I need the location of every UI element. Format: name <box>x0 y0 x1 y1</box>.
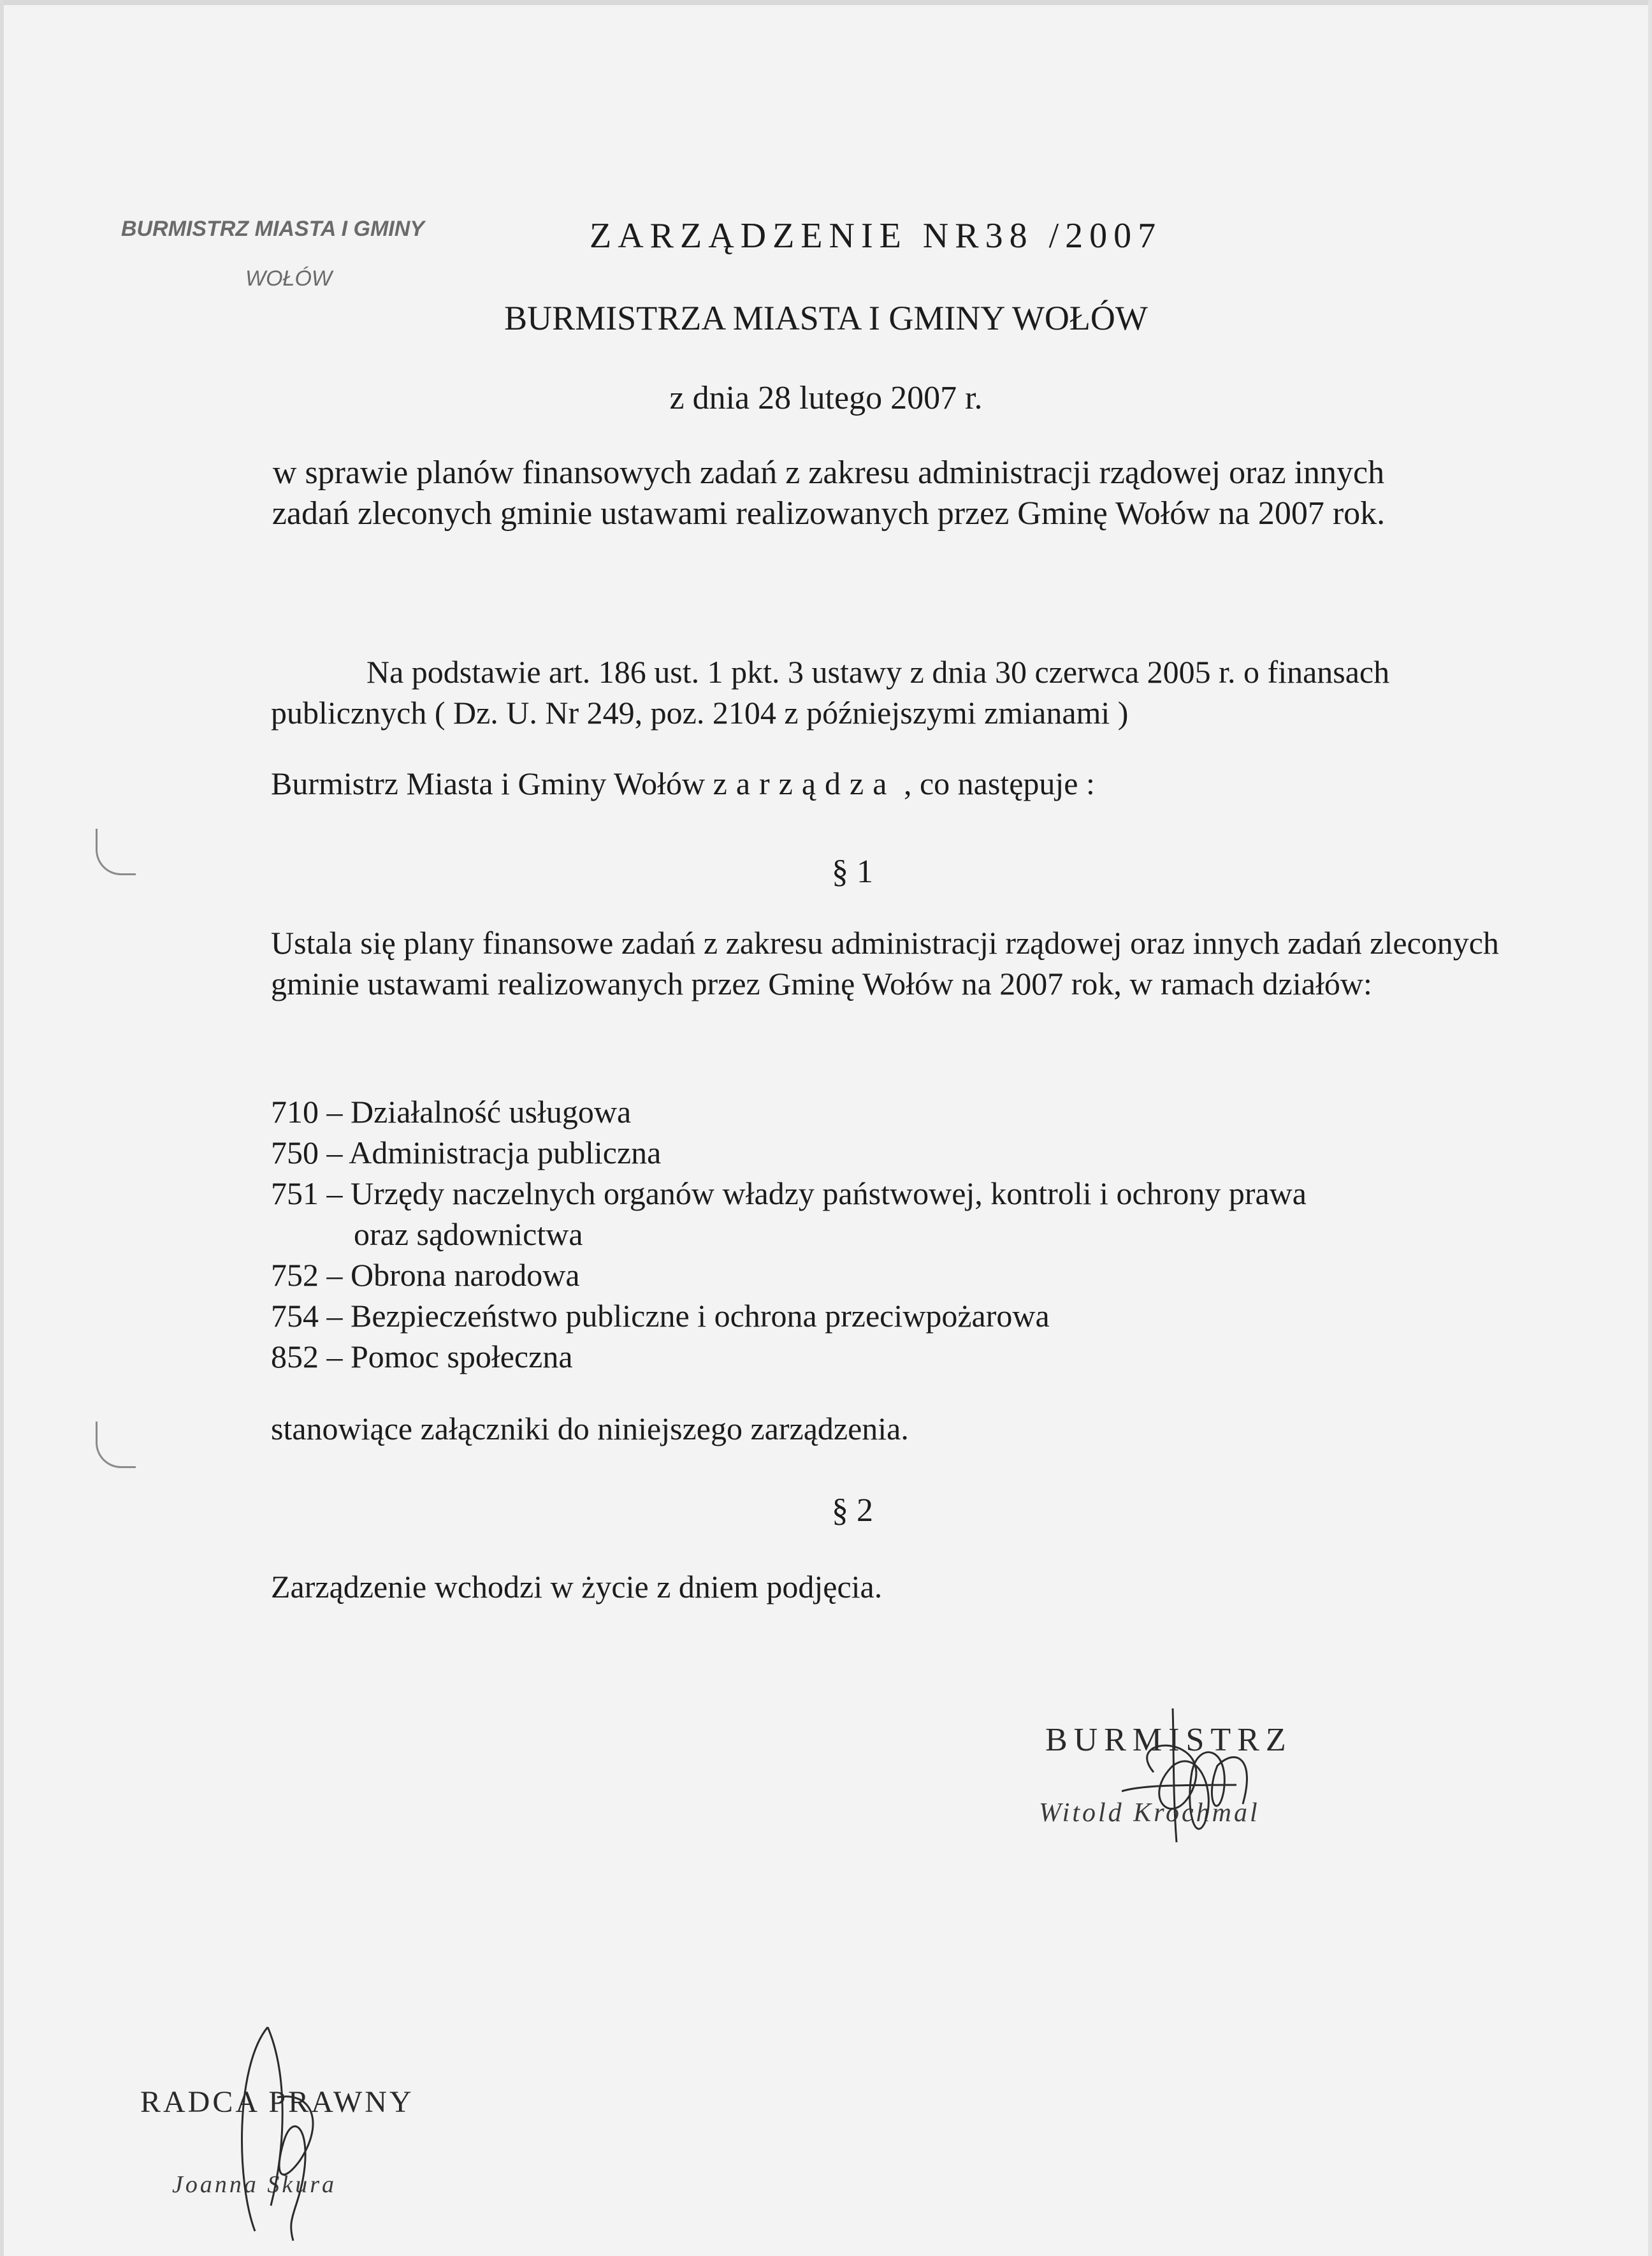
scan-edge-top <box>0 0 1652 5</box>
document-title: ZARZĄDZENIE NR38 /2007 <box>590 216 1163 256</box>
legal-counsel-stamp-title: RADCA PRAWNY <box>140 2085 414 2119</box>
section-2-text: Zarządzenie wchodzi w życie z dniem podjęcia. <box>271 1569 883 1605</box>
list-item-continuation: oraz sądownictwa <box>354 1216 583 1252</box>
list-item: 750 – Administracja publiczna <box>271 1135 662 1170</box>
legal-basis-line2: publicznych ( Dz. U. Nr 249, poz. 2104 z późniejszymi zmianami ) <box>271 695 1129 731</box>
legal-basis <box>271 651 1495 733</box>
punch-hole-mark <box>96 829 136 875</box>
section-2-heading: § 2 <box>832 1492 873 1529</box>
issuer-stamp-line1: BURMISTRZ MIASTA I GMINY <box>121 217 424 241</box>
section-1-text: Ustala się plany finansowe zadań z zakresu administracji rządowej oraz innych zadań zleconych gminie ustawami realizowanych przez Gminę Wołów na 2007 rok, w ramach działów: <box>271 925 1499 1001</box>
division-list <box>271 1091 1514 1377</box>
list-item: 754 – Bezpieczeństwo publiczne i ochrona przeciwpożarowa <box>271 1298 1050 1334</box>
ordering-clause-after: , co następuje : <box>895 766 1095 801</box>
legal-counsel-stamp <box>140 2014 446 2244</box>
mayor-stamp-name: Witold Krochmal <box>1039 1798 1260 1828</box>
legal-basis-line1: Na podstawie art. 186 ust. 1 pkt. 3 ustawy z dnia 30 czerwca 2005 r. o finansach <box>366 654 1390 690</box>
document-date: z dnia 28 lutego 2007 r. <box>669 380 983 416</box>
legal-counsel-signature-icon <box>140 2014 446 2244</box>
legal-counsel-stamp-name: Joanna Skura <box>172 2171 337 2198</box>
ordering-clause <box>271 765 1095 802</box>
punch-hole-mark <box>96 1422 136 1468</box>
section-1-heading: § 1 <box>832 854 873 890</box>
list-item: 751 – Urzędy naczelnych organów władzy państwowej, kontroli i ochrony prawa <box>271 1175 1307 1211</box>
document-subject: w sprawie planów finansowych zadań z zakresu administracji rządowej oraz innych zadań zleconych gminie ustawami realizowanych przez Gminę Wołów na 2007 rok. <box>272 455 1386 532</box>
ordering-clause-before: Burmistrz Miasta i Gminy Wołów <box>271 766 713 801</box>
list-item: 852 – Pomoc społeczna <box>271 1339 573 1374</box>
mayor-stamp <box>1026 1696 1396 1861</box>
mayor-stamp-title: BURMISTRZ <box>1045 1722 1293 1758</box>
issuer-stamp-line2: WOŁÓW <box>245 266 332 291</box>
annex-note: stanowiące załączniki do niniejszego zarządzenia. <box>271 1411 909 1446</box>
list-item: 710 – Działalność usługowa <box>271 1094 632 1130</box>
list-item: 752 – Obrona narodowa <box>271 1257 580 1293</box>
scan-edge-right <box>1648 0 1652 2256</box>
mayor-signature-icon <box>1026 1696 1396 1861</box>
scan-edge-left <box>0 0 4 2256</box>
document-subtitle: BURMISTRZA MIASTA I GMINY WOŁÓW <box>504 299 1148 337</box>
ordering-clause-verb: zarządza <box>713 766 896 801</box>
